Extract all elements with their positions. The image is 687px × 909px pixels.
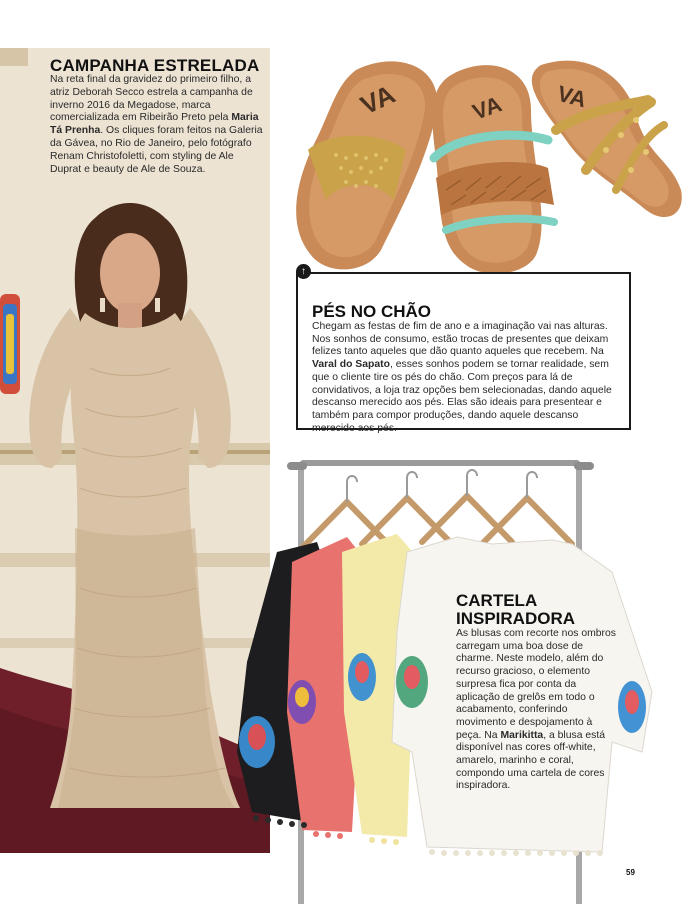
sandals-illustration xyxy=(286,40,686,280)
pes-brand: Varal do Sapato xyxy=(312,359,390,371)
pes-no-chao-box xyxy=(296,266,631,434)
campanha-body-intro: Na reta final da gravidez do primeiro filho, a atriz Deborah Secco estrela a campanha de inverno 2016 da Megadose, marca comercializada em Ribeirão Preto pela xyxy=(50,74,253,124)
svg-text:VA: VA xyxy=(469,91,505,125)
pes-body-intro: Chegam as festas de fim de ano e a imaginação vai nas alturas. Nos sonhos de consumo, estão trocas de presentes que deixam felizes tanto aqueles que dão quanto aqueles que recebem. Na xyxy=(312,321,609,358)
svg-text:VA: VA xyxy=(355,78,400,121)
cartela-brand: Marikitta xyxy=(500,729,544,741)
page-number: 59 xyxy=(626,868,635,877)
campanha-brand: Maria Tá Prenha xyxy=(50,112,259,137)
cartela-body-rest: , a blusa está disponível nas cores off-white, amarelo, marinho e coral, compondo uma cartela de cores inspiradora. xyxy=(456,729,606,792)
pes-body-rest: , esses sonhos podem se tornar realidade, sem que o cliente tire os pés do chão. Com preços para lá de convidativos, a loja traz opções bem selecionadas, dando aquele descanso merecido aos pés. Elas são ideais para presentear e também para compor produções, dando aquele descanso merecido aos pés. xyxy=(312,359,612,434)
cartela-body xyxy=(456,628,616,793)
cartela-title xyxy=(456,592,636,628)
campanha-body-rest: . Os cliques foram feitos na Galeria da Gávea, no Rio de Janeiro, pelo fotógrafo Renam Christofoletti, com styling de Ale Duprat e beauty de Ale de Souza. xyxy=(50,125,263,175)
cartela-body-intro: As blusas com recorte nos ombros carregam uma boa dose de charme. Neste modelo, além do recurso gracioso, o elemento surpresa fica por conta da aplicação de grelôs em todo o acabamento, conferindo movimento e despojamento à peça. Na xyxy=(456,628,616,741)
svg-text:VA: VA xyxy=(554,80,590,113)
cartela-title-line1: CARTELA xyxy=(456,591,538,610)
cartela-title-line2: INSPIRADORA xyxy=(456,609,576,628)
sandals-photo xyxy=(286,40,686,280)
arrow-up-icon: ↑ xyxy=(296,264,311,279)
pes-title: PÉS NO CHÃO xyxy=(312,302,432,321)
campanha-body xyxy=(50,74,265,176)
campanha-title: CAMPANHA ESTRELADA xyxy=(50,56,260,75)
pes-body xyxy=(312,321,622,435)
